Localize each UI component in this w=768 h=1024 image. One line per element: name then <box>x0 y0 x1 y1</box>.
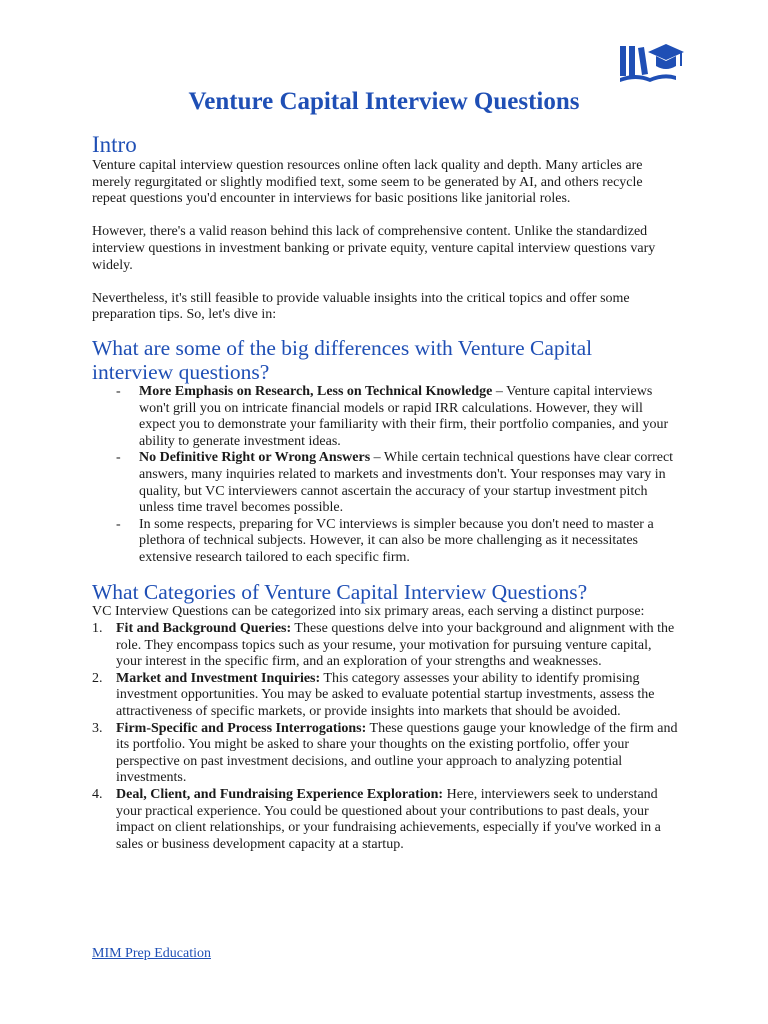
intro-heading: Intro <box>92 132 137 157</box>
categories-heading: What Categories of Venture Capital Interview Questions? <box>92 580 588 605</box>
intro-paragraph: Venture capital interview question resources online often lack quality and depth. Many articles are merely regurgitated or slightly modified text, some seem to be generated by AI, and others recycle repeat questions you'd encounter in interviews for basic positions like janitorial roles. <box>92 158 643 207</box>
categories-intro: VC Interview Questions can be categorized into six primary areas, each serving a distinct purpose: <box>92 604 645 620</box>
document-body <box>92 132 678 853</box>
list-item: 3. Firm-Specific and Process Interrogations: These questions gauge your knowledge of the firm and its portfolio. You might be asked to share your thoughts on the existing portfolio, offer your perspective on past investment decisions, and outline your approach to analyzing potential investments. <box>92 720 678 786</box>
list-item: - In some respects, preparing for VC interviews is simpler because you don't need to master a plethora of technical subjects. However, it can also be more challenging as it necessitates extensive research tailored to each specific firm. <box>116 516 654 565</box>
differences-heading: What are some of the big differences with Venture Capital interview questions? <box>92 335 593 384</box>
footer-link[interactable]: MIM Prep Education <box>92 946 211 961</box>
page-title: Venture Capital Interview Questions <box>188 88 580 115</box>
intro-paragraph: Nevertheless, it's still feasible to provide valuable insights into the critical topics and offer some preparation tips. So, let's dive in: <box>92 290 630 323</box>
list-item: 1. Fit and Background Queries: These questions delve into your background and alignment with the role. They encompass topics such as your resume, your motivation for pursuing venture capital, your interest in the specific firm, and an exploration of your strengths and weaknesses. <box>92 621 675 670</box>
list-item: 4. Deal, Client, and Fundraising Experience Exploration: Here, interviewers seek to understand your practical experience. You could be questioned about your contributions to past deals, your impact on client relationships, or your fundraising achievements, especially if you've worked in a sales or business development capacity at a startup. <box>92 787 661 852</box>
intro-paragraph: However, there's a valid reason behind this lack of comprehensive content. Unlike the standardized interview questions in investment banking or private equity, venture capital interview questions vary widely. <box>92 224 656 273</box>
differences-list <box>92 384 678 567</box>
list-item: - More Emphasis on Research, Less on Technical Knowledge – Venture capital interviews won't grill you on intricate financial models or rapid IRR calculations. However, they will expect you to demonstrate your familiarity with their firm, their portfolio companies, and your ability to generate investment ideas. <box>116 383 669 449</box>
categories-list <box>92 621 678 853</box>
list-item: - No Definitive Right or Wrong Answers – While certain technical questions have clear correct answers, many inquiries related to markets and investments don't. Your responses may vary in quality, but VC interviewers cannot ascertain the accuracy of your startup investment pitch unless time travel becomes possible. <box>116 450 674 516</box>
books-graduation-cap-logo <box>616 38 684 84</box>
list-item: 2. Market and Investment Inquiries: This category assesses your ability to identify promising investment opportunities. You may be asked to evaluate potential startup investments, assess the attractiveness of specific markets, or provide insights into markets that should be avoided. <box>92 670 655 720</box>
